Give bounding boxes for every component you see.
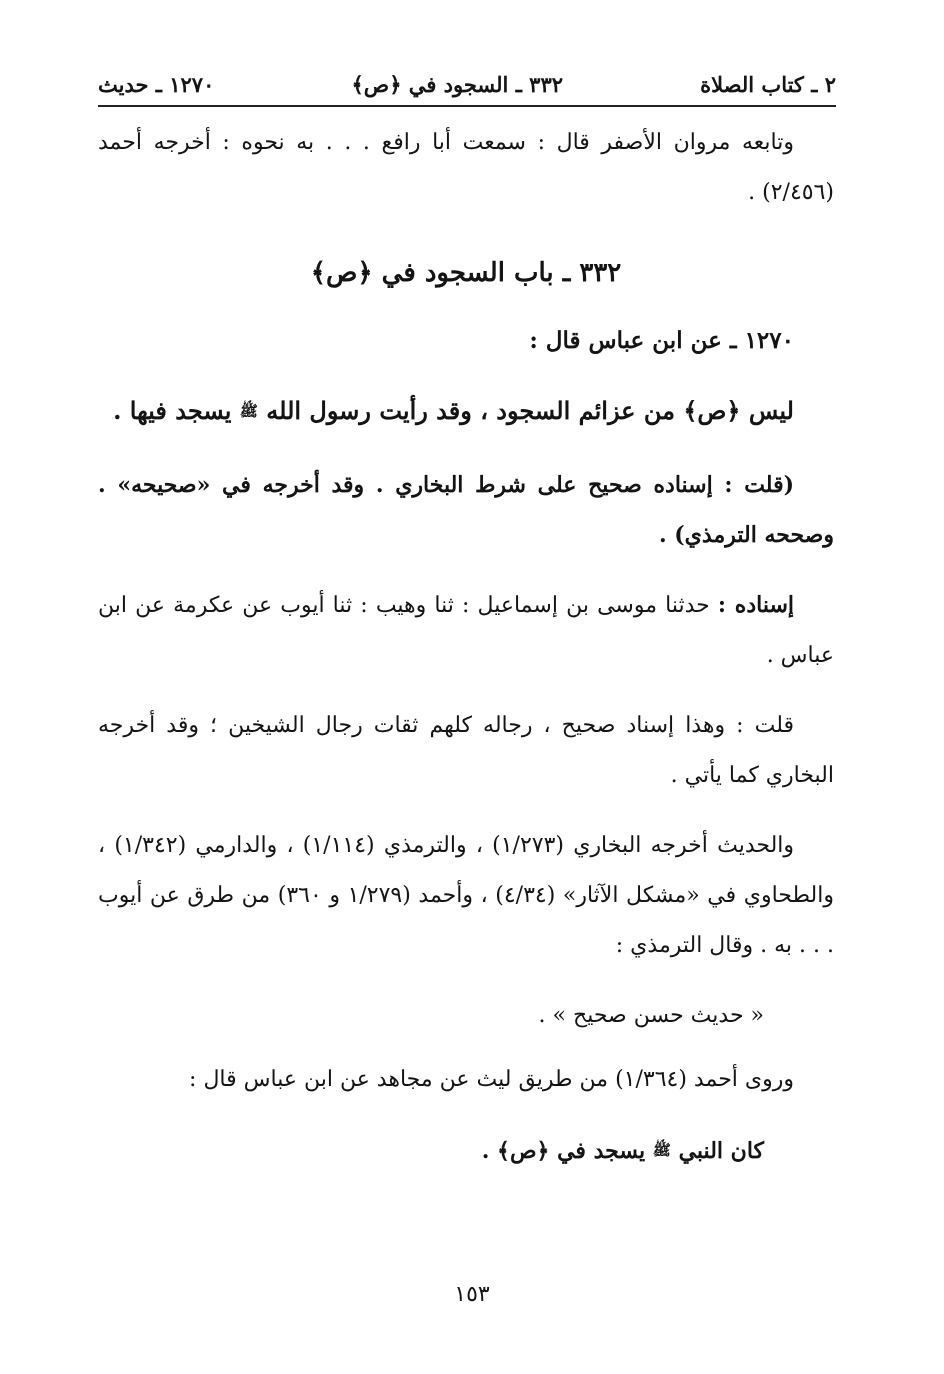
isnad-paragraph: [98, 580, 834, 681]
salawat-symbol-2: ﷺ: [652, 1141, 671, 1159]
ahmad-paragraph: وروى أحمد (١/٣٦٤) من طريق ليث عن مجاهد عن ابن عباس قال :: [189, 1067, 794, 1092]
header-hadith-number: ١٢٧٠ ـ حديث: [98, 71, 215, 97]
hadith-text: [98, 384, 834, 438]
hadith-text-before: ليس ﴿ص﴾ من عزائم السجود ، وقد رأيت رسول الله: [266, 396, 794, 425]
isnad-text: حدثنا موسى بن إسماعيل : ثنا وهيب : ثنا أيوب عن عكرمة عن ابن عباس .: [98, 593, 834, 668]
final-text-after: يسجد في ﴿ص﴾ .: [481, 1138, 646, 1164]
isnad-label: إسناده :: [717, 592, 795, 618]
header-chapter-title: ٣٣٢ ـ السجود في ﴿ص﴾: [351, 71, 564, 97]
salawat-symbol: ﷺ: [239, 402, 258, 420]
section-title: ٣٣٢ ـ باب السجود في ﴿ص﴾: [310, 258, 622, 288]
takhrij-paragraph: والحديث أخرجه البخاري (١/٢٧٣) ، والترمذي (١/١١٤) ، والدارمي (١/٣٤٢) ، والطحاوي في «مشكل الآثار» (٤/٣٤) ، وأحمد (١/٢٧٩ و ٣٦٠) من طرق عن أيوب . . . به . وقال الترمذي :: [98, 833, 834, 958]
header-divider: [98, 105, 836, 107]
tirmidhi-quote: « حديث حسن صحيح » .: [538, 1003, 764, 1028]
comment-paragraph: قلت : وهذا إسناد صحيح ، رجاله كلهم ثقات رجال الشيخين ؛ وقد أخرجه البخاري كما يأتي .: [98, 713, 834, 788]
hadith-heading: ١٢٧٠ ـ عن ابن عباس قال :: [529, 327, 794, 354]
final-text-before: كان النبي: [678, 1138, 764, 1164]
hadith-text-after: يسجد فيها .: [113, 396, 232, 425]
page-body: [98, 118, 834, 1190]
grading-paragraph: (قلت : إسناده صحيح على شرط البخاري . وقد أخرجه في «صحيحه» . وصححه الترمذي) .: [98, 472, 834, 548]
intro-paragraph: وتابعه مروان الأصفر قال : سمعت أبا رافع . . . به نحوه : أخرجه أحمد (٢/٤٥٦) .: [98, 130, 834, 205]
page-number: ١٥٣: [454, 1282, 490, 1307]
running-header: [98, 64, 836, 104]
final-narration: [98, 1125, 834, 1176]
header-book-title: ٢ ـ كتاب الصلاة: [700, 71, 836, 97]
